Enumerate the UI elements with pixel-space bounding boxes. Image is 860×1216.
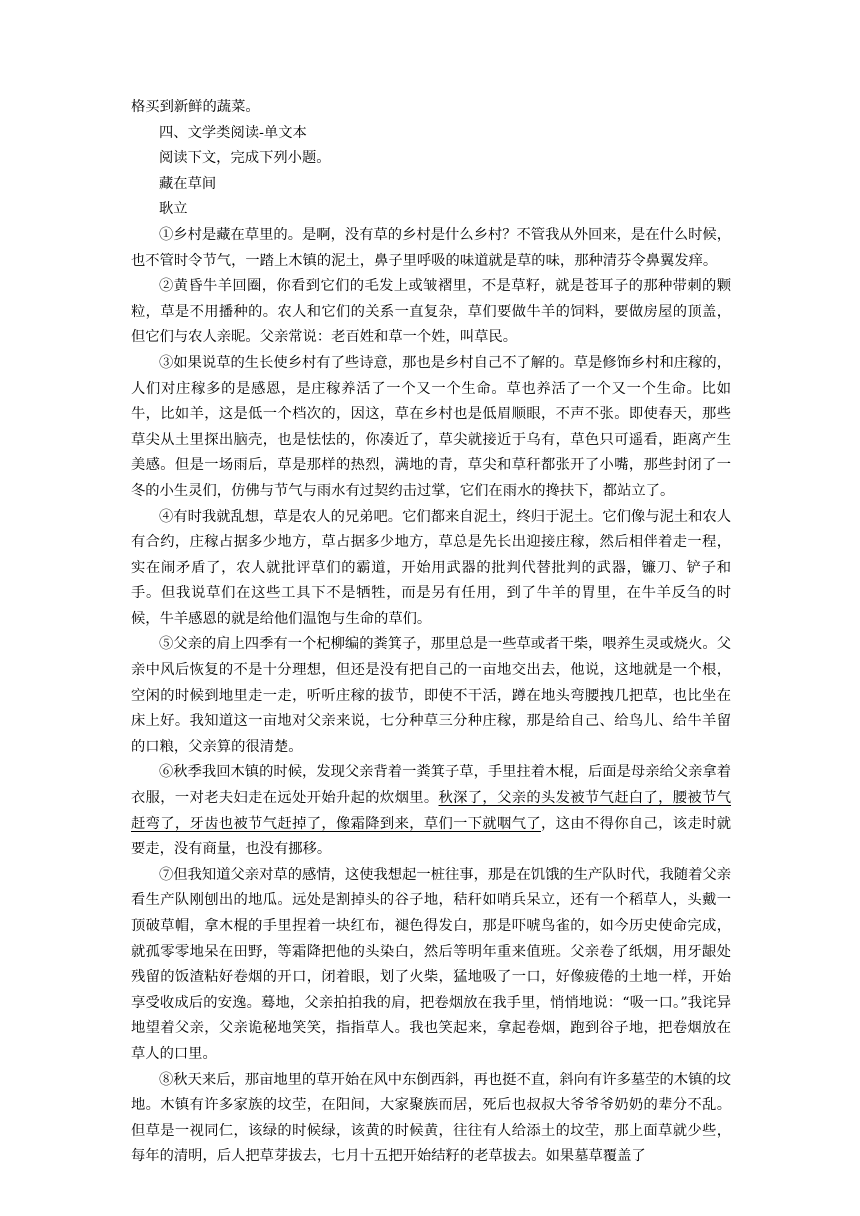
paragraph-8: ⑧秋天来后，那亩地里的草开始在风中东倒西斜，再也挺不直，斜向有许多墓茔的木镇的坟地。木镇有许多家族的坟茔，在阳间，大家聚族而居，死后也叔叔大爷爷爷奶奶的辈分不乱。但草是一视同仁，该绿的时候绿，该黄的时候黄，往往有人给添土的坟茔，那上面草就少些，每年的清明，后人把草芽拔去，七月十五把开始结籽的老草拔去。如果墓草覆盖了 — [131, 1071, 731, 1165]
instruction-line: 阅读下文，完成下列小题。 — [159, 150, 331, 167]
underlined-sentence: 秋深了，父亲的头发被节气赶白了，腰被节气赶弯了，牙齿也被节气赶掉了，像霜降到来，草们一下就咽气了 — [131, 790, 732, 832]
section-heading: 四、文学类阅读-单文本 — [159, 124, 307, 141]
paragraph-6-after: ，这由不得你自己，该走时就要走，没有商量，也没有挪移。 — [131, 815, 732, 858]
article-author: 耿立 — [159, 201, 188, 218]
paragraph-5: ⑤父亲的肩上四季有一个杞柳编的粪箕子，那里总是一些草或者干柴，喂养生灵或烧火。父亲中风后恢复的不是十分理想，但还是没有把自己的一亩地交出去，他说，这地就是一个根，空闲的时候到地里走一走，听听庄稼的拔节，即使不干活，蹲在地头弯腰拽几把草，也比坐在床上好。我知道这一亩地对父亲来说，七分种草三分种庄稼，那是给自己、给鸟儿、给牛羊留的口粮，父亲算的很清楚。 — [131, 636, 731, 755]
paragraph-3: ③如果说草的生长使乡村有了些诗意，那也是乡村自己不了解的。草是修饰乡村和庄稼的，人们对庄稼多的是感恩，是庄稼养活了一个又一个生命。草也养活了一个又一个生命。比如牛，比如羊，这是低一个档次的，因这，草在乡村也是低眉顺眼，不声不张。即使春天，那些草尖从土里探出脑壳，也是怯怯的，你凑近了，草尖就接近于乌有，草色只可遥看，距离产生美感。但是一场雨后，草是那样的热烈，满地的青，草尖和草秆都张开了小嘴，那些封闭了一冬的小生灵们，仿佛与节气与雨水有过契约击过掌，它们在雨水的搀扶下，都站立了。 — [131, 354, 731, 499]
paragraph-7: ⑦但我知道父亲对草的感情，这使我想起一桩往事，那是在饥饿的生产队时代，我随着父亲看生产队刚刨出的地瓜。远处是割掉头的谷子地，秸秆如哨兵呆立，还有一个稻草人，头戴一顶破草帽，拿木棍的手里捏着一块红布，褪色得发白，那是吓唬鸟雀的，如今历史使命完成，就孤零零地呆在田野，等霜降把他的头染白，然后等明年重来值班。父亲卷了纸烟，用牙龈处残留的饭渣粘好卷烟的开口，闭着眼，划了火柴，猛地吸了一口，好像疲倦的土地一样，开始享受收成后的安逸。蓦地，父亲拍拍我的肩，把卷烟放在我手里，悄悄地说：“吸一口。”我诧异地望着父亲，父亲诡秘地笑笑，指指草人。我也笑起来，拿起卷烟，跑到谷子地，把卷烟放在草人的口里。 — [131, 866, 731, 1062]
article-title: 藏在草间 — [159, 175, 217, 192]
document-body — [131, 95, 731, 1170]
paragraph-6 — [131, 760, 731, 862]
paragraph-1: ①乡村是藏在草里的。是啊，没有草的乡村是什么乡村？不管我从外回来，是在什么时候，也不管时令节气，一踏上木镇的泥土，鼻子里呼吸的味道就是草的味，那种清芬令鼻翼发痒。 — [131, 226, 731, 269]
paragraph-2: ②黄昏牛羊回圈，你看到它们的毛发上或皱褶里，不是草籽，就是苍耳子的那种带刺的颗粒，草是不用播种的。农人和它们的关系一直复杂，草们要做牛羊的饲料，要做房屋的顶盖，但它们与农人亲昵。父亲常说：老百姓和草一个姓，叫草民。 — [131, 278, 731, 346]
continuation-line: 格买到新鲜的蔬菜。 — [131, 99, 260, 115]
paragraph-4: ④有时我就乱想，草是农人的兄弟吧。它们都来自泥土，终归于泥土。它们像与泥土和农人有合约，庄稼占据多少地方，草占据多少地方，草总是先长出迎接庄稼，然后相伴着走一程，实在闹矛盾了，农人就批评草们的霸道，开始用武器的批判代替批判的武器，镰刀、铲子和手。但我说草们在这些工具下不是牺牲，而是另有任用，到了牛羊的胃里，在牛羊反刍的时候，牛羊感恩的就是给他们温饱与生命的草们。 — [131, 508, 731, 627]
paragraph-6-before: ⑥秋季我回木镇的时候，发现父亲背着一粪箕子草，手里拄着木棍，后面是母亲给父亲拿着衣服，一对老夫妇走在远处开始升起的炊烟里。 — [131, 764, 731, 807]
